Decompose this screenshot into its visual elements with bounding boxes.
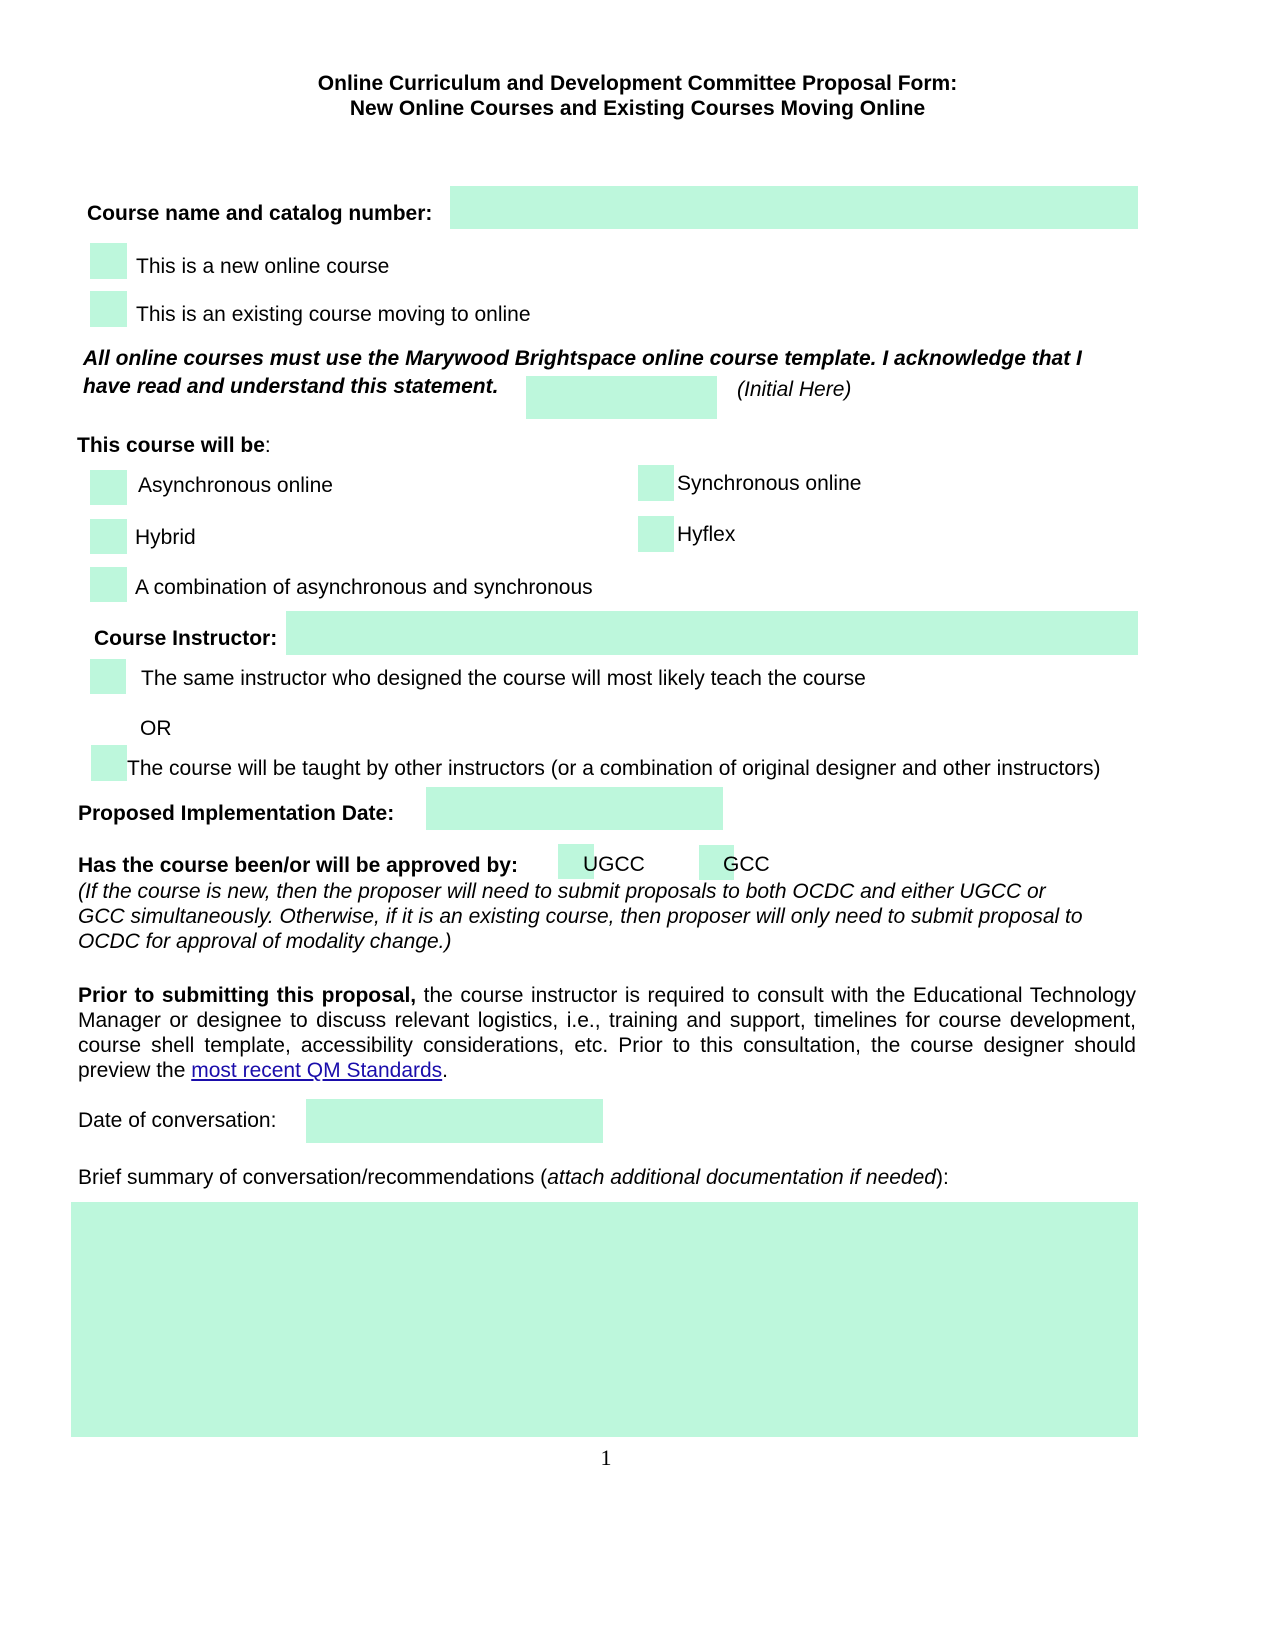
- instructor-field[interactable]: [286, 611, 1138, 655]
- approval-note-line3: OCDC for approval of modality change.): [78, 930, 452, 953]
- initial-here-label: (Initial Here): [737, 378, 852, 401]
- prior-rest: the course instructor is required to consult with the Educational Technology Manager or designee to discuss relevant logistics, i.e., training and support, timelines for course development, course shell template, accessibility considerations, etc. Prior to this consultation, the course designer should preview the: [78, 984, 1136, 1082]
- ugcc-label: UGCC: [583, 853, 645, 876]
- instructor-label: Course Instructor:: [94, 627, 278, 650]
- combo-label: A combination of asynchronous and synchronous: [135, 576, 593, 599]
- sync-label: Synchronous online: [677, 472, 862, 495]
- approved-by-label: Has the course been/or will be approved by:: [78, 854, 518, 877]
- summary-label-italic: attach additional documentation if needed: [547, 1166, 936, 1189]
- async-label: Asynchronous online: [138, 474, 333, 497]
- summary-label: [78, 1166, 949, 1190]
- course-name-label: Course name and catalog number:: [87, 202, 433, 225]
- qm-standards-link[interactable]: most recent QM Standards: [191, 1059, 443, 1082]
- same-instructor-label: The same instructor who designed the course will most likely teach the course: [141, 667, 866, 690]
- approval-note-line1: (If the course is new, then the proposer will need to submit proposals to both OCDC and either UGCC or: [78, 880, 1046, 903]
- form-title-line2: New Online Courses and Existing Courses Moving Online: [349, 97, 926, 120]
- sync-checkbox[interactable]: [638, 465, 674, 501]
- hyflex-label: Hyflex: [677, 523, 736, 546]
- conversation-date-label: Date of conversation:: [78, 1109, 277, 1132]
- summary-label-start: Brief summary of conversation/recommendations (: [78, 1166, 548, 1189]
- course-will-be-label: This course will be: [77, 434, 265, 457]
- template-statement-line1: All online courses must use the Marywood Brightspace online course template. I acknowledge that I: [83, 347, 1082, 370]
- hybrid-label: Hybrid: [135, 526, 196, 549]
- other-instructor-label: The course will be taught by other instructors (or a combination of original designer and other instructors): [127, 757, 1101, 780]
- course-name-field[interactable]: [450, 186, 1138, 229]
- async-checkbox[interactable]: [90, 470, 127, 505]
- prior-end: .: [442, 1059, 449, 1082]
- summary-textarea[interactable]: [71, 1202, 1138, 1437]
- other-instructor-checkbox[interactable]: [91, 745, 127, 781]
- impl-date-field[interactable]: [426, 787, 723, 830]
- existing-course-label: This is an existing course moving to online: [136, 303, 531, 326]
- gcc-label: GCC: [723, 853, 770, 876]
- page-number: 1: [600, 1445, 612, 1470]
- approval-note-line2: GCC simultaneously. Otherwise, if it is an existing course, then proposer will only need to submit proposal to: [78, 905, 1083, 928]
- hybrid-checkbox[interactable]: [90, 519, 127, 554]
- hyflex-checkbox[interactable]: [638, 516, 674, 552]
- form-title-line1: Online Curriculum and Development Committee Proposal Form:: [317, 72, 958, 95]
- impl-date-label: Proposed Implementation Date:: [78, 802, 395, 825]
- conversation-date-field[interactable]: [306, 1099, 603, 1143]
- course-will-be-colon: :: [264, 434, 271, 457]
- or-label: OR: [140, 717, 172, 740]
- course-will-be-heading: [77, 434, 271, 458]
- prior-bold: Prior to submitting this proposal,: [78, 984, 417, 1007]
- new-course-label: This is a new online course: [136, 255, 390, 278]
- template-statement-line2: have read and understand this statement.: [83, 375, 499, 398]
- prior-paragraph: [78, 983, 1136, 1083]
- initial-field[interactable]: [526, 376, 717, 419]
- new-course-checkbox[interactable]: [90, 243, 127, 279]
- existing-course-checkbox[interactable]: [90, 291, 127, 327]
- same-instructor-checkbox[interactable]: [90, 659, 126, 694]
- combo-checkbox[interactable]: [90, 567, 127, 602]
- summary-label-end: ):: [935, 1166, 949, 1189]
